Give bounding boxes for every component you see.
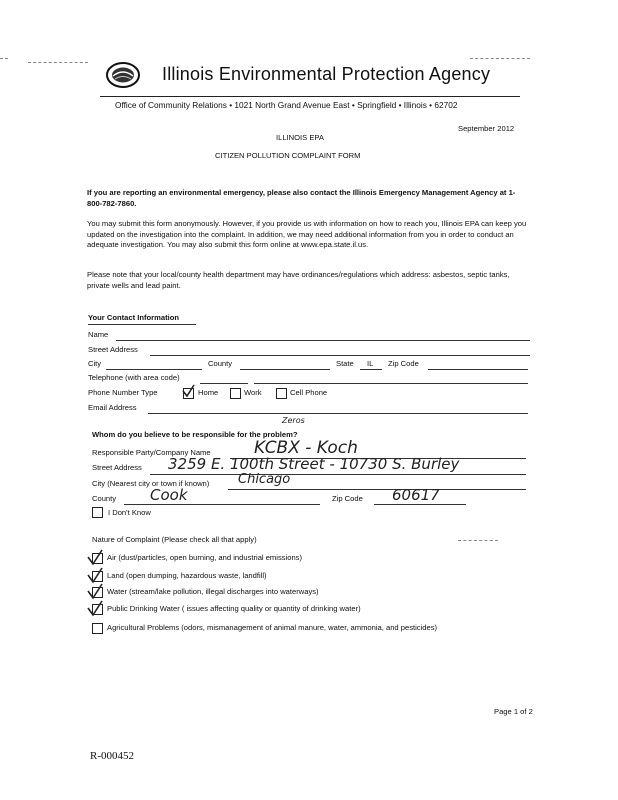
health-dept-notice: Please note that your local/county health department may have ordinances/regulations which address: asbestos, septic tanks, private wells and lead paint. <box>87 270 510 290</box>
illinois-epa-seal-icon <box>106 62 140 88</box>
resp-county-field[interactable] <box>124 504 320 505</box>
phone-label: Telephone (with area code) <box>88 373 180 382</box>
header-rule <box>100 96 520 97</box>
resp-city-value: Chicago <box>238 472 291 487</box>
agency-address: Office of Community Relations • 1021 North Grand Avenue East • Springfield • Illinois • 62702 <box>115 100 458 110</box>
phone-field-2[interactable] <box>254 383 528 384</box>
resp-street-label: Street Address <box>92 463 142 472</box>
cell-phone-checkbox[interactable] <box>276 388 287 399</box>
responsible-question: Whom do you believe to be responsible for the problem? <box>92 430 298 439</box>
resp-county-value: Cook <box>150 486 188 504</box>
street-label: Street Address <box>88 345 138 354</box>
air-label: Air (dust/particles, open burning, and industrial emissions) <box>107 553 303 562</box>
anonymous-notice: You may submit this form anonymously. However, if you provide us with information on how to reach you, Illinois EPA can keep you updated on the investigation into the complaint. In addition, we may need additional information from you in order to conduct an adequate investigation. You may also submit this form online at www.epa.state.il.us. <box>87 219 527 249</box>
form-title: CITIZEN POLLUTION COMPLAINT FORM <box>215 151 361 160</box>
street-field[interactable] <box>150 355 530 356</box>
home-label: Home <box>198 388 219 397</box>
resp-city-label: City (Nearest city or town if known) <box>92 479 210 488</box>
checkmark-icon <box>86 599 104 617</box>
checkmark-icon <box>181 384 196 398</box>
agricultural-checkbox[interactable] <box>92 623 103 634</box>
work-label: Work <box>244 388 262 397</box>
contact-heading: Your Contact Information <box>88 313 179 322</box>
resp-zip-label: Zip Code <box>332 494 363 503</box>
resp-zip-value: 60617 <box>392 486 440 504</box>
state-field[interactable] <box>360 369 382 370</box>
heading-underline <box>88 324 196 325</box>
email-label: Email Address <box>88 403 137 412</box>
handwritten-note: Zeros <box>282 416 305 425</box>
party-value: KCBX - Koch <box>254 438 358 458</box>
state-value: IL <box>367 359 374 368</box>
county-field[interactable] <box>240 369 330 370</box>
scan-mark <box>458 540 498 541</box>
dont-know-checkbox[interactable] <box>92 507 103 518</box>
resp-county-label: County <box>92 494 117 503</box>
dont-know-label: I Don't Know <box>108 508 151 517</box>
agricultural-label: Agricultural Problems (odors, mismanagement of animal manure, water, ammonia, and pesticides) <box>107 623 438 632</box>
email-field[interactable] <box>148 413 528 414</box>
form-org: ILLINOIS EPA <box>276 133 324 142</box>
work-checkbox[interactable] <box>230 388 241 399</box>
checkmark-icon <box>86 582 104 600</box>
checkmark-icon <box>86 548 104 566</box>
name-label: Name <box>88 330 109 339</box>
resp-street-field[interactable] <box>150 474 526 475</box>
resp-zip-field[interactable] <box>374 504 466 505</box>
name-field[interactable] <box>116 340 530 341</box>
water-label: Water (stream/lake pollution, illegal discharges into waterways) <box>107 587 319 596</box>
cell-phone-label: Cell Phone <box>290 388 328 397</box>
drinking-water-label: Public Drinking Water ( issues affecting quality or quantity of drinking water) <box>107 604 361 613</box>
resp-city-field[interactable] <box>228 489 526 490</box>
nature-heading: Nature of Complaint (Please check all that apply) <box>92 535 257 544</box>
phone-field[interactable] <box>200 383 248 384</box>
form-date: September 2012 <box>458 124 515 133</box>
state-label: State <box>336 359 354 368</box>
scan-mark <box>0 58 8 59</box>
zip-field[interactable] <box>428 369 528 370</box>
resp-street-value: 3259 E. 100th Street - 10730 S. Burley <box>168 455 460 473</box>
emergency-notice: If you are reporting an environmental emergency, please also contact the Illinois Emergency Management Agency at 1-800-782-7860. <box>87 188 516 208</box>
land-label: Land (open dumping, hazardous waste, landfill) <box>107 571 267 580</box>
county-label: County <box>208 359 233 368</box>
page-number: Page 1 of 2 <box>494 707 533 716</box>
phone-type-label: Phone Number Type <box>88 388 158 397</box>
zip-label: Zip Code <box>388 359 419 368</box>
city-field[interactable] <box>106 369 202 370</box>
agency-name: Illinois Environmental Protection Agency <box>162 64 491 84</box>
city-label: City <box>88 359 102 368</box>
bates-number: R-000452 <box>90 750 134 762</box>
party-label: Responsible Party/Company Name <box>92 448 211 457</box>
scan-mark <box>28 62 88 63</box>
scan-mark <box>470 58 530 59</box>
